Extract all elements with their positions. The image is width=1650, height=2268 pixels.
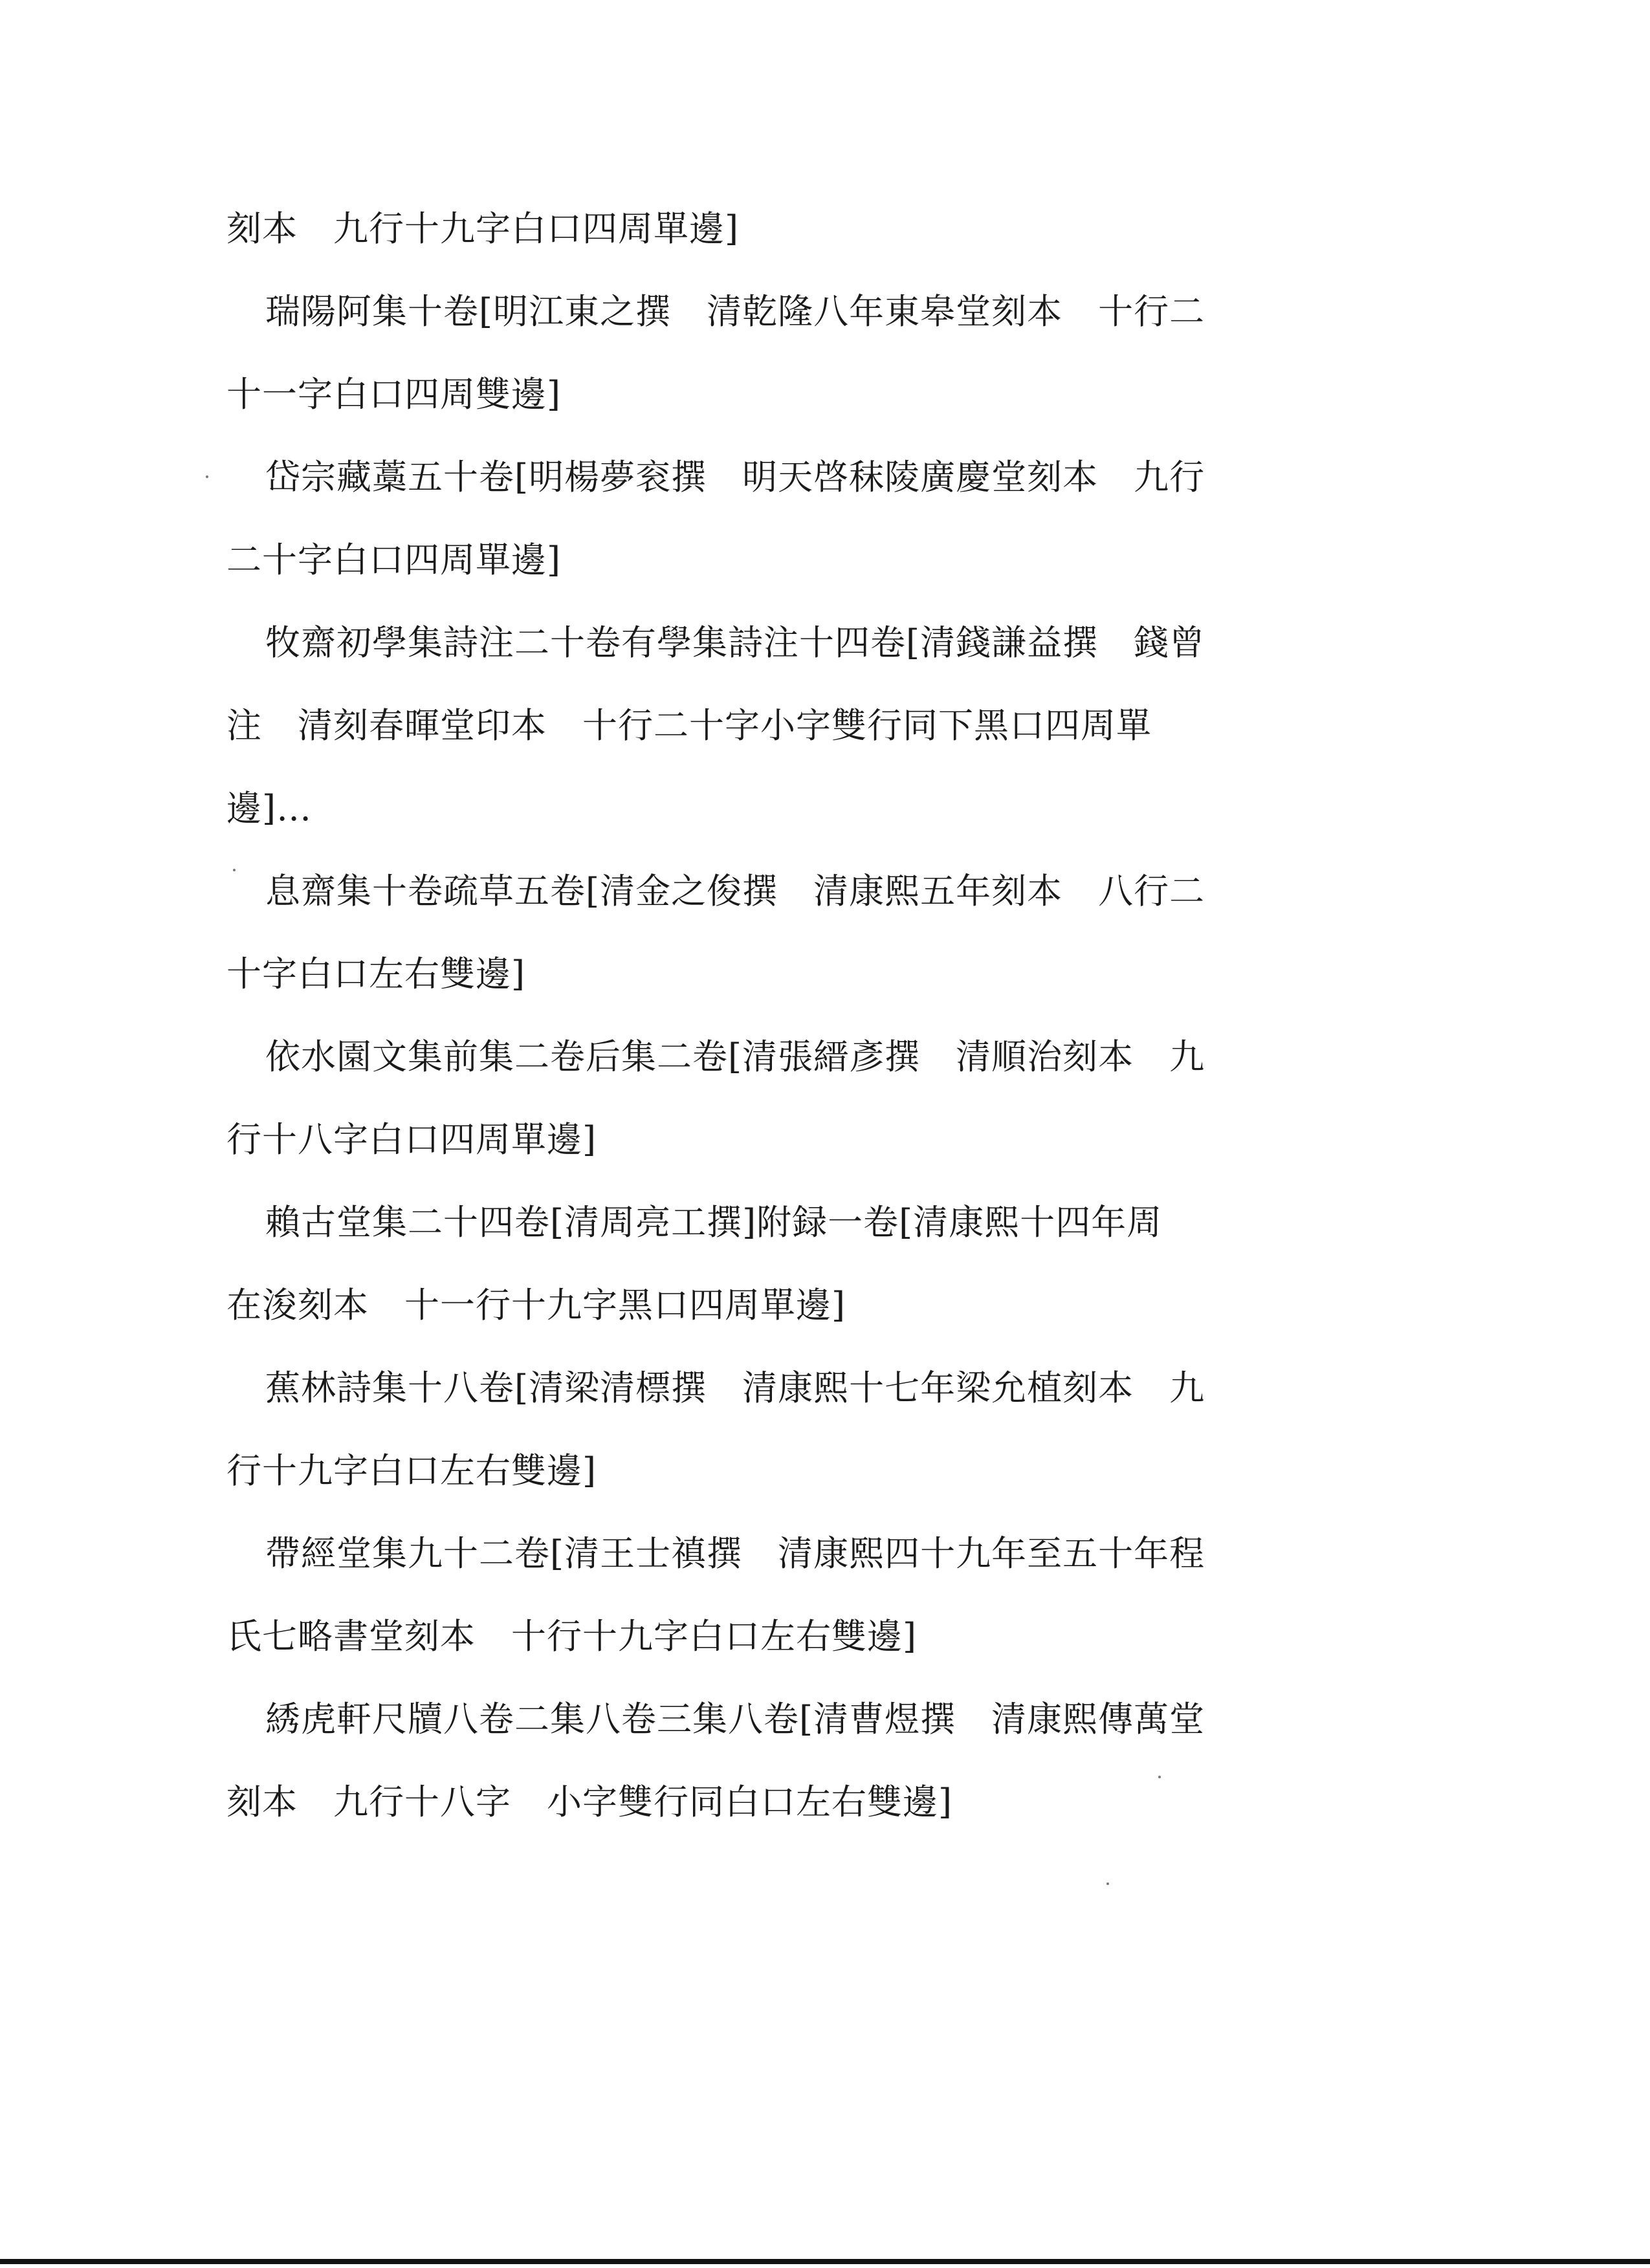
text-line: 岱宗藏藁五十卷[明楊夢衮撰 明天啓秣陵廣慶堂刻本 九行 <box>265 457 1205 497</box>
text-line: 二十字白口四周單邊] <box>226 540 562 580</box>
text-line: 綉虎軒尺牘八卷二集八卷三集八卷[清曹煜撰 清康熙傳萬堂 <box>265 1699 1205 1739</box>
scan-speck <box>206 475 208 478</box>
catalog-text-block <box>226 188 1301 1844</box>
text-line: 十一字白口四周雙邊] <box>226 374 562 415</box>
scan-speck <box>1158 1776 1161 1778</box>
text-line: 氏七略書堂刻本 十行十九字白口左右雙邊] <box>226 1616 918 1657</box>
text-line: 行十九字白口左右雙邊] <box>226 1450 597 1491</box>
text-line: 邊]… <box>226 788 313 829</box>
text-line: 依水園文集前集二卷后集二卷[清張縉彥撰 清順治刻本 九 <box>265 1036 1205 1077</box>
text-line: 帶經堂集九十二卷[清王士禛撰 清康熙四十九年至五十年程 <box>265 1533 1205 1574</box>
text-line: 行十八字白口四周單邊] <box>226 1119 597 1160</box>
text-line: 息齋集十卷疏草五卷[清金之俊撰 清康熙五年刻本 八行二 <box>265 871 1205 911</box>
text-line: 瑞陽阿集十卷[明江東之撰 清乾隆八年東皋堂刻本 十行二 <box>265 291 1205 332</box>
scan-speck <box>1106 1882 1109 1885</box>
text-line: 牧齋初學集詩注二十卷有學集詩注十四卷[清錢謙益撰 錢曾 <box>265 622 1205 663</box>
text-line: 賴古堂集二十四卷[清周亮工撰]附録一卷[清康熙十四年周 <box>265 1202 1163 1243</box>
text-line: 刻本 九行十九字白口四周單邊] <box>226 208 740 249</box>
text-line: 在浚刻本 十一行十九字黑口四周單邊] <box>226 1285 846 1325</box>
text-line: 注 清刻春暉堂印本 十行二十字小字雙行同下黑口四周單 <box>226 705 1152 746</box>
text-line: 十字白口左右雙邊] <box>226 954 526 994</box>
text-line: 刻本 九行十八字 小字雙行同白口左右雙邊] <box>226 1782 953 1822</box>
scan-edge-rule <box>0 2259 1650 2264</box>
scan-speck <box>233 869 236 871</box>
text-line: 蕉林詩集十八卷[清梁清標撰 清康熙十七年梁允植刻本 九 <box>265 1368 1205 1408</box>
